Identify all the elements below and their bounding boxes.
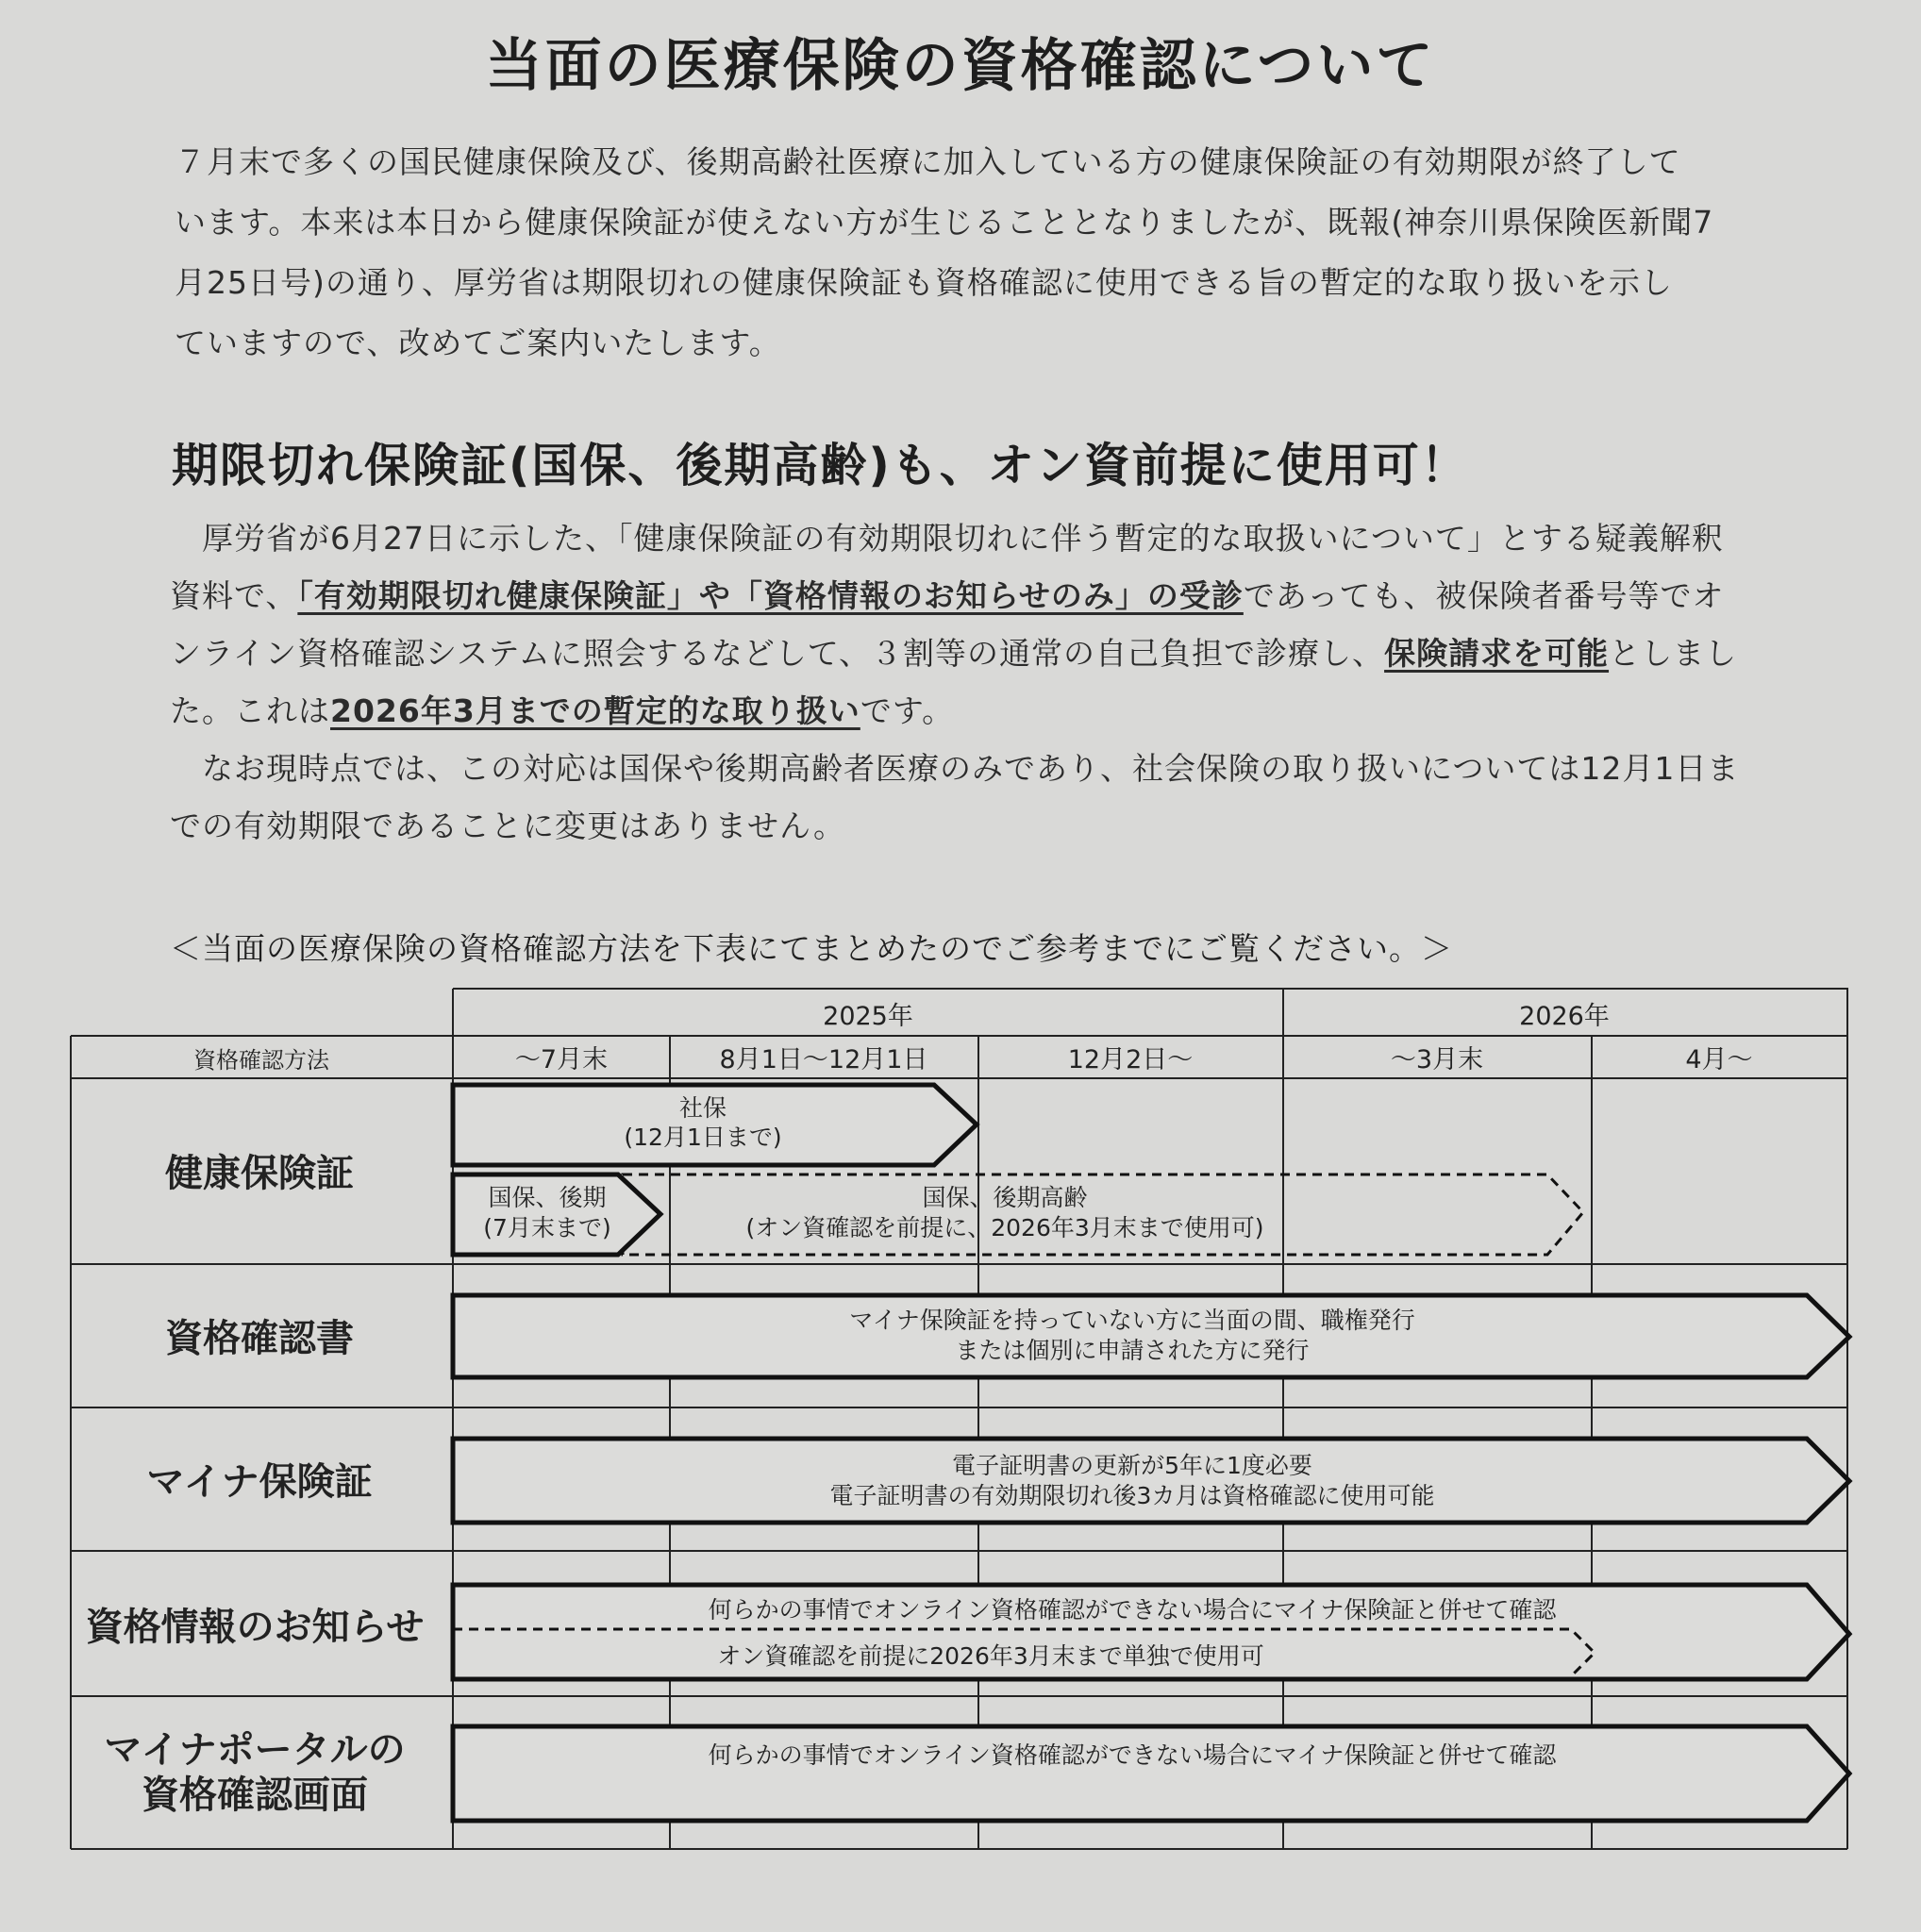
bar-mynumber-insurance-line-1: 電子証明書の更新が5年に1度必要 xyxy=(952,1452,1312,1479)
body-p1-d: です。 xyxy=(860,692,955,729)
period-5: 4月～ xyxy=(1685,1045,1753,1074)
year-2026: 2026年 xyxy=(1519,1002,1610,1031)
period-2: 8月1日～12月1日 xyxy=(719,1045,928,1074)
intro-line-3: 月25日号)の通り、厚労省は期限切れの健康保険証も資格確認に使用できる旨の暫定的な取り扱いを示し xyxy=(175,264,1673,301)
row-label-health-insurance-card: 健康保険証 xyxy=(165,1152,354,1195)
bar-qualification-notice-line-2: オン資確認を前提に2026年3月末まで単独で使用可 xyxy=(717,1642,1264,1670)
body-p1-b: であっても、被保険者番号等でオンライン資格確認システムに照会するなどして、３割等の通常の自己負担で診療し、 xyxy=(170,577,1725,672)
period-3: 12月2日～ xyxy=(1067,1045,1194,1074)
body-p1-emphasis-2: 保険請求を可能 xyxy=(1384,635,1610,672)
bar-shaho-line-1: 社保 xyxy=(678,1094,727,1122)
bar-kokuho-july-line-1: 国保、後期 xyxy=(488,1184,607,1211)
row-label-mynumber-insurance: マイナ保険証 xyxy=(146,1460,373,1504)
bar-kokuho-extended-line-2: (オン資確認を前提に、2026年3月末まで使用可) xyxy=(745,1214,1264,1241)
bar-mynumber-insurance-line-2: 電子証明書の有効期限切れ後3カ月は資格確認に使用可能 xyxy=(829,1482,1435,1509)
intro-line-2: います。本来は本日から健康保険証が使えない方が生じることとなりましたが、既報(神奈川県保険医新聞7 xyxy=(175,204,1714,241)
page-title: 当面の医療保険の資格確認について xyxy=(485,33,1436,99)
body-p1-emphasis-3: 2026年3月までの暫定的な取り扱い xyxy=(330,692,860,729)
section-heading: 期限切れ保険証(国保、後期高齢)も、オン資前提に使用可！ xyxy=(172,439,1469,492)
period-4: ～3月末 xyxy=(1390,1045,1484,1074)
method-header: 資格確認方法 xyxy=(193,1047,329,1074)
body-p1-emphasis-1: 「有効期限切れ健康保険証」や「資格情報のお知らせのみ」の受診 xyxy=(297,577,1244,614)
bar-qualification-notice-line-1: 何らかの事情でオンライン資格確認ができない場合にマイナ保険証と併せて確認 xyxy=(708,1596,1557,1624)
body-p1-a: 厚労省が6月27日に示した、「健康保険証の有効期限切れに伴う暫定的な取扱いについて」とする疑義解釈資料で、 xyxy=(170,520,1724,614)
body-p1-c: としました。これは xyxy=(170,635,1738,729)
bar-shaho-line-2: (12月1日まで) xyxy=(624,1124,782,1151)
year-2025: 2025年 xyxy=(823,1002,913,1031)
row-label-qualification-certificate: 資格確認書 xyxy=(165,1317,354,1360)
row-label-mynaportal-line-1: マイナポータルの xyxy=(104,1728,406,1772)
bar-qualification-certificate-line-2: または個別に申請された方に発行 xyxy=(955,1337,1310,1364)
bar-mynaportal xyxy=(453,1726,1849,1821)
bar-kokuho-july-line-2: (7月末まで) xyxy=(483,1214,611,1241)
row-label-qualification-notice: 資格情報のお知らせ xyxy=(85,1606,425,1649)
intro-line-1: ７月末で多くの国民健康保険及び、後期高齢社医療に加入している方の健康保険証の有効期限が終了して xyxy=(175,143,1681,180)
body-paragraph-2: なお現時点では、この対応は国保や後期高齢者医療のみであり、社会保険の取り扱いについては12月1日までの有効期限であることに変更はありません。 xyxy=(170,750,1740,844)
bar-qualification-certificate-line-1: マイナ保険証を持っていない方に当面の間、職権発行 xyxy=(849,1307,1415,1334)
row-label-mynaportal-line-2: 資格確認画面 xyxy=(142,1774,368,1817)
period-1: ～7月末 xyxy=(514,1045,609,1074)
table-caption: ＜当面の医療保険の資格確認方法を下表にてまとめたのでご参考までにご覧ください。＞ xyxy=(170,930,1453,967)
bar-kokuho-extended-line-1: 国保、後期高齢 xyxy=(922,1184,1088,1211)
bar-mynaportal-line-1: 何らかの事情でオンライン資格確認ができない場合にマイナ保険証と併せて確認 xyxy=(708,1741,1557,1769)
intro-line-4: ていますので、改めてご案内いたします。 xyxy=(175,325,781,361)
